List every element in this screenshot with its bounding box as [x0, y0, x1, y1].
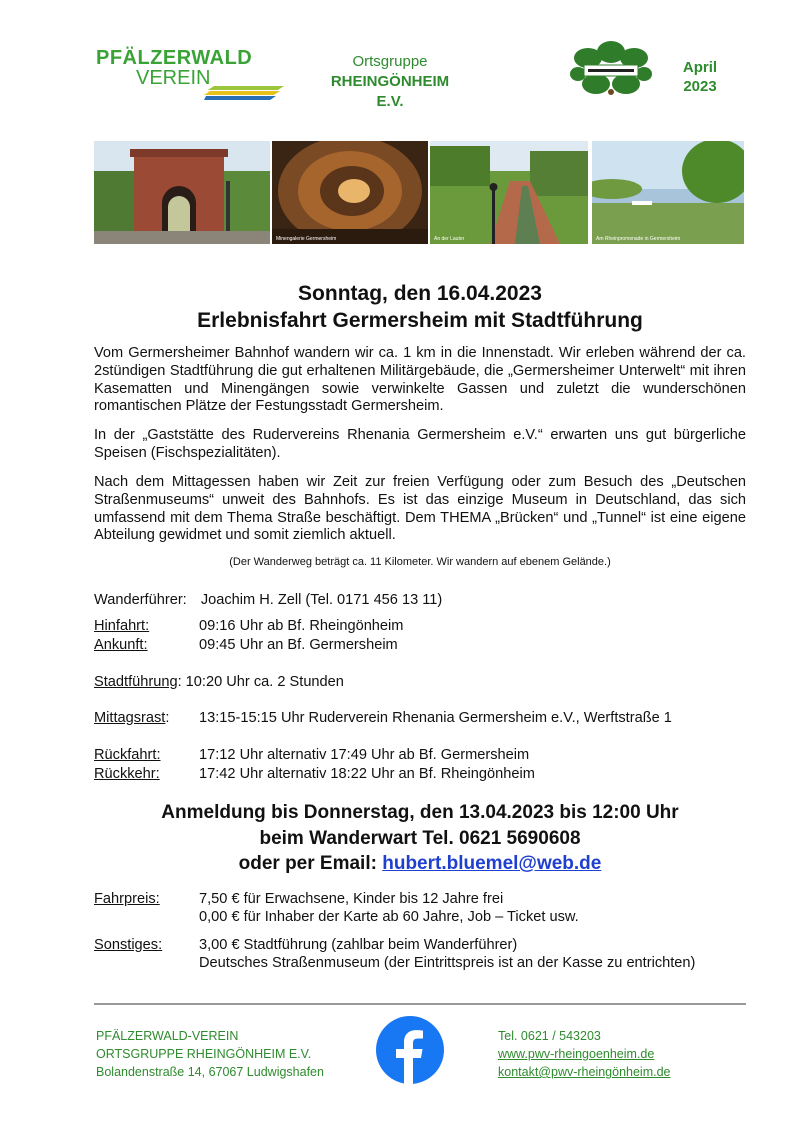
footer-org: PFÄLZERWALD-VEREIN — [96, 1029, 239, 1043]
fahrpreis-line2: 0,00 € für Inhaber der Karte ab 60 Jahre, Job – Ticket usw. — [199, 909, 579, 925]
route-note: (Der Wanderweg beträgt ca. 11 Kilometer. Wir wandern auf ebenem Gelände.) — [229, 556, 611, 568]
hinfahrt-label: Hinfahrt: — [94, 618, 150, 634]
photo-lauter — [430, 141, 588, 244]
stadtfuehrung-row — [94, 673, 794, 691]
ankunft-value: 09:45 Uhr an Bf. Germersheim — [199, 637, 398, 653]
local-group — [320, 52, 460, 112]
ankunft-row — [94, 636, 794, 654]
description-paragraph-1: Vom Germersheimer Bahnhof wandern wir ca. 1 km in die Innenstadt. Wir erleben während der ca. 2stündigen Stadtführung die gut erhaltenen Militärgebäude, die „Germersheimer Unterwelt“ mit ihren Kasematten und Minengängen sowie verwinkelte Gassen und zuletzt die wunderschönen romantischen Plätze der Festungsstadt Germersheim. — [94, 345, 746, 415]
group-label: Ortsgruppe — [352, 53, 428, 70]
sonstiges-line1: 3,00 € Stadtführung (zahlbar beim Wanderführer) — [199, 937, 518, 953]
issue-year: 2023 — [683, 78, 717, 95]
registration-email-link[interactable]: hubert.bluemel@web.de — [382, 853, 602, 874]
stadtfuehrung-value: : 10:20 Uhr ca. 2 Stunden — [177, 674, 344, 690]
rueckkehr-row — [94, 765, 794, 783]
issue-month: April — [682, 59, 718, 76]
description-paragraph-3: Nach dem Mittagessen haben wir Zeit zur freien Verfügung oder zum Besuch des „Deutschen Straßenmuseums“ unweit des Bahnhofs. Es ist das einzige Museum in Deutschland, das sich umfassend mit dem Thema Straße beschäftigt. Dem THEMA „Brücken“ und „Tunnel“ ist eine eigene Abteilung gewidmet und somit ziemlich aktuell. — [94, 474, 746, 544]
logo-stripes-icon — [204, 86, 284, 100]
footer-street: Bolandenstraße 14, 67067 Ludwigshafen — [96, 1065, 324, 1079]
mittagsrast-value: 13:15-15:15 Uhr Ruderverein Rhenania Germersheim e.V., Werftstraße 1 — [199, 710, 672, 726]
rueckkehr-value: 17:42 Uhr alternativ 18:22 Uhr an Bf. Rheingönheim — [199, 766, 535, 782]
guide-row — [94, 591, 794, 609]
ankunft-label: Ankunft: — [94, 637, 148, 653]
rueckfahrt-value: 17:12 Uhr alternativ 17:49 Uhr ab Bf. Germersheim — [199, 747, 530, 763]
fahrpreis-label: Fahrpreis: — [94, 891, 160, 907]
guide-label: Wanderführer: — [94, 592, 187, 608]
sonstiges-row — [94, 936, 794, 972]
mittagsrast-label: Mittagsrast — [94, 710, 166, 726]
registration-email-prefix: oder per Email: — [238, 853, 383, 874]
footer-phone: Tel. 0621 / 543203 — [498, 1029, 601, 1043]
photo-rhine — [592, 141, 744, 244]
guide-value: Joachim H. Zell (Tel. 0171 456 13 11) — [200, 592, 443, 608]
photo-mine-gallery — [272, 141, 428, 244]
registration — [94, 800, 746, 877]
fahrpreis-row — [94, 890, 794, 926]
mittagsrast-colon: : — [165, 710, 170, 726]
fortress-gate-image — [94, 141, 270, 244]
rueckkehr-label: Rückkehr: — [94, 766, 160, 782]
footer-group: ORTSGRUPPE RHEINGÖNHEIM E.V. — [96, 1047, 312, 1061]
photo-fortress-gate — [94, 141, 270, 244]
photo-caption: Am Rheinpromenade in Germersheim — [596, 236, 681, 242]
rhine-promenade-image — [592, 141, 744, 244]
sonstiges-line2: Deutsches Straßenmuseum (der Eintrittspreis ist an der Kasse zu entrichten) — [199, 955, 696, 971]
footer-address — [96, 1027, 324, 1081]
footer-website-link[interactable]: www.pwv-rheingoenheim.de — [498, 1047, 655, 1061]
group-name: RHEINGÖNHEIM E.V. — [330, 73, 450, 110]
footer-contact — [498, 1027, 671, 1081]
hinfahrt-value: 09:16 Uhr ab Bf. Rheingönheim — [199, 618, 404, 634]
oak-leaf-seal-icon — [566, 40, 656, 100]
footer-divider — [94, 1003, 746, 1005]
logo-line1: PFÄLZERWALD — [96, 47, 253, 69]
logo-line2: VEREIN — [136, 67, 211, 89]
lauter-image — [430, 141, 588, 244]
photo-caption: Minengalerie Germersheim — [276, 236, 337, 242]
event-date: Sonntag, den 16.04.2023 — [298, 282, 542, 305]
pfaelzerwald-logo — [96, 48, 276, 104]
registration-phone: beim Wanderwart Tel. 0621 5690608 — [259, 827, 581, 849]
issue-date — [670, 58, 730, 96]
mine-gallery-image — [272, 141, 428, 244]
photo-strip — [94, 141, 744, 244]
registration-email-line — [94, 851, 746, 877]
fahrpreis-line1: 7,50 € für Erwachsene, Kinder bis 12 Jahre frei — [199, 891, 504, 907]
registration-deadline: Anmeldung bis Donnerstag, den 13.04.2023 bis 12:00 Uhr — [161, 802, 679, 823]
photo-caption: An der Lauter — [434, 236, 465, 242]
event-name: Erlebnisfahrt Germersheim mit Stadtführung — [197, 309, 643, 332]
sonstiges-label: Sonstiges: — [94, 937, 163, 953]
rueckfahrt-label: Rückfahrt: — [94, 747, 161, 763]
mittagsrast-row — [94, 709, 794, 727]
stadtfuehrung-label: Stadtführung — [94, 674, 178, 690]
hinfahrt-row — [94, 617, 794, 635]
description-paragraph-2: In der „Gaststätte des Rudervereins Rhenania Germersheim e.V.“ erwarten uns gut bürgerliche Speisen (Fischspezialitäten). — [94, 427, 746, 461]
rueckfahrt-row — [94, 746, 794, 764]
event-title — [94, 280, 746, 334]
footer-email-link[interactable]: kontakt@pwv-rheingönheim.de — [498, 1065, 671, 1079]
facebook-icon[interactable] — [376, 1016, 444, 1084]
